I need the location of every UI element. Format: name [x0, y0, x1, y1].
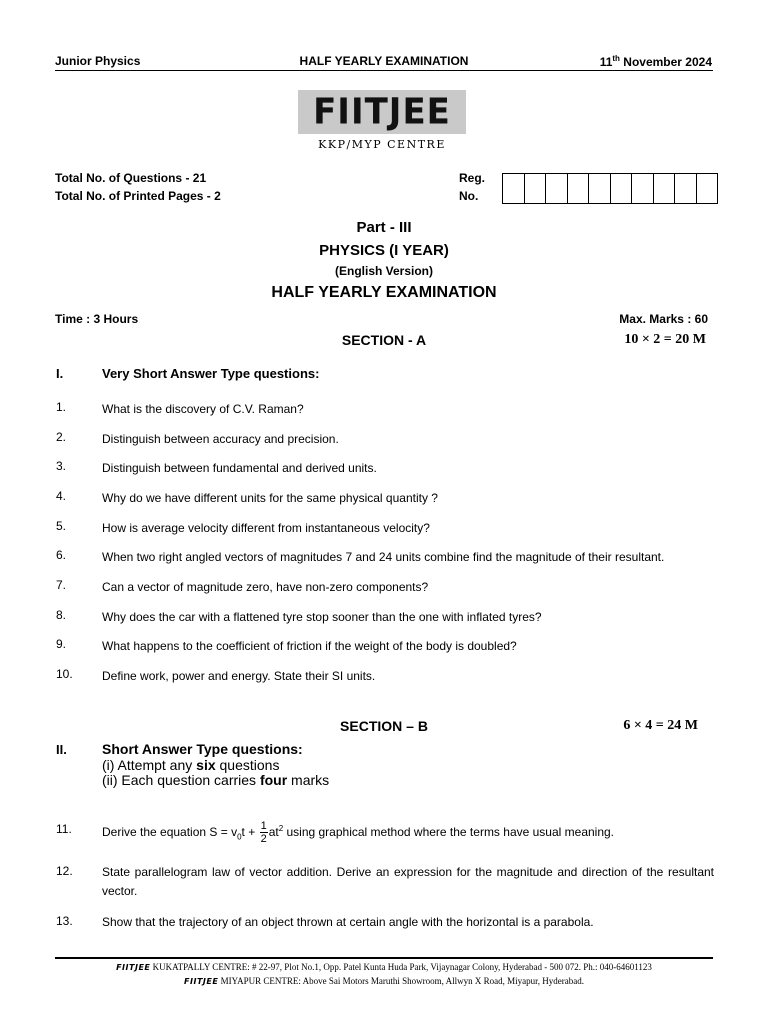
section-a-title: SECTION - A	[341, 332, 427, 348]
instruction-2: (ii) Each question carries four marks	[102, 772, 330, 788]
equation: $S = v_0t$ + $\frac{1}{2}$ $at^2$	[209, 820, 284, 846]
question-number: 13.	[56, 914, 73, 928]
reg-no-label: No.	[459, 189, 479, 203]
question-number: 7.	[56, 578, 67, 592]
section-b-marks: 6 × 4 = 24 M	[623, 718, 698, 733]
question-number: 12.	[56, 864, 73, 878]
total-questions: Total No. of Questions - 21	[55, 171, 207, 185]
header-rule	[55, 70, 713, 71]
question-number: 4.	[56, 489, 67, 503]
question-text: Why does the car with a flattened tyre stop sooner than the one with inflated tyres?	[102, 610, 542, 624]
section-a-heading: Very Short Answer Type questions:	[102, 366, 320, 381]
centre-name: KKP/MYP CENTRE	[318, 138, 446, 151]
question-number: 1.	[56, 400, 67, 414]
header-subject: Junior Physics	[55, 54, 141, 68]
question-number: 11.	[56, 822, 72, 836]
section-b-heading: Short Answer Type questions:	[102, 741, 303, 757]
question-number: 5.	[56, 519, 67, 533]
max-marks: Max. Marks : 60	[619, 312, 708, 326]
section-b-title: SECTION – B	[340, 718, 428, 734]
question-number: 6.	[56, 548, 67, 562]
question-number: 8.	[56, 608, 67, 622]
section-a-roman: I.	[56, 366, 64, 381]
question-number: 2.	[56, 430, 67, 444]
header-exam: HALF YEARLY EXAMINATION	[299, 54, 469, 68]
footer-line-1: FIITJEE KUKATPALLY CENTRE: # 22-97, Plot No.1, Opp. Patel Kunta Huda Park, Vijaynagar Colony, Hyderabad - 500 072. Ph.: 040-64601123	[116, 962, 652, 972]
question-text: Why do we have different units for the same physical quantity ?	[102, 491, 438, 505]
version-title: (English Version)	[334, 264, 433, 278]
question-text: Distinguish between fundamental and derived units.	[102, 461, 377, 475]
question-text: Define work, power and energy. State their SI units.	[102, 669, 376, 683]
question-12-text: State parallelogram law of vector addition. Derive an expression for the magnitude and direction of the resultant vector.	[102, 865, 714, 898]
fiitjee-logo: FIITJEE	[298, 90, 466, 134]
question-text: What is the discovery of C.V. Raman?	[102, 402, 304, 416]
exam-title: HALF YEARLY EXAMINATION	[271, 284, 497, 301]
header-date: 11th November 2024	[599, 54, 712, 69]
total-pages: Total No. of Printed Pages - 2	[55, 189, 221, 203]
question-11-text: Derive the equation $S = v_0t$ + $\frac{1}{2}$ $at^2$ using graphical method where the terms have usual meaning.	[102, 820, 615, 846]
question-number: 10.	[56, 667, 73, 681]
question-text: Can a vector of magnitude zero, have non-zero components?	[102, 580, 429, 594]
instruction-1: (i) Attempt any six questions	[102, 757, 280, 773]
question-number: 9.	[56, 637, 67, 651]
footer-rule	[55, 957, 713, 959]
reg-label: Reg.	[459, 171, 486, 185]
time-label: Time : 3 Hours	[55, 312, 139, 326]
part-title: Part - III	[356, 219, 412, 236]
footer-line-2: FIITJEE MIYAPUR CENTRE: Above Sai Motors Maruthi Showroom, Allwyn X Road, Miyapur, Hyderabad.	[184, 976, 584, 986]
fraction-half: $\frac{1}{2}$	[260, 820, 267, 846]
question-text: When two right angled vectors of magnitudes 7 and 24 units combine find the magnitude of their resultant.	[102, 550, 665, 564]
question-number: 3.	[56, 459, 67, 473]
section-a-marks: 10 × 2 = 20 M	[624, 332, 706, 347]
section-b-roman: II.	[56, 742, 67, 757]
question-text: How is average velocity different from instantaneous velocity?	[102, 521, 430, 535]
reg-number-boxes[interactable]	[502, 173, 718, 204]
subject-title: PHYSICS (I YEAR)	[319, 242, 449, 259]
question-text: What happens to the coefficient of friction if the weight of the body is doubled?	[102, 639, 517, 653]
question-text: Distinguish between accuracy and precision.	[102, 432, 339, 446]
question-13-text: Show that the trajectory of an object thrown at certain angle with the horizontal is a parabola.	[102, 915, 594, 929]
